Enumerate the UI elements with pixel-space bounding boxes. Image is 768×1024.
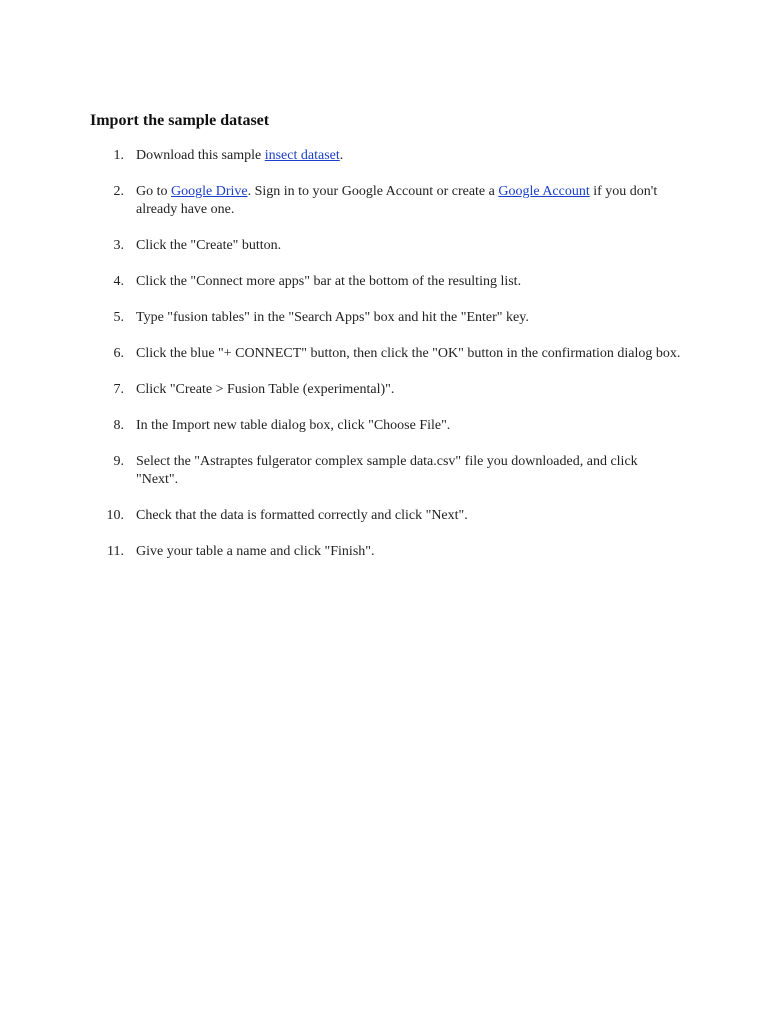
text-run: Click "Create > Fusion Table (experimental)". <box>136 382 395 397</box>
link-google-drive[interactable]: Google Drive <box>171 184 248 199</box>
text-run: Click the blue "+ CONNECT" button, then click the "OK" button in the confirmation dialog box. <box>136 346 681 361</box>
step-number: 3. <box>113 238 124 253</box>
steps-list <box>90 147 690 561</box>
list-item <box>90 309 682 327</box>
text-run: Check that the data is formatted correctly and click "Next". <box>136 508 468 523</box>
text-run: Click the "Connect more apps" bar at the bottom of the resulting list. <box>136 274 522 289</box>
list-item <box>90 417 682 435</box>
list-item <box>90 453 682 489</box>
step-number: 10. <box>106 508 124 523</box>
text-run: . <box>339 148 344 163</box>
list-item <box>90 543 682 561</box>
step-text <box>136 184 657 217</box>
list-item <box>90 345 682 363</box>
step-number: 7. <box>113 382 124 397</box>
link-google-account[interactable]: Google Account <box>498 184 590 199</box>
step-number: 2. <box>113 184 124 199</box>
step-text <box>136 346 680 361</box>
text-run: Download this sample <box>136 148 265 163</box>
list-item <box>90 507 682 525</box>
text-run: In the Import new table dialog box, click "Choose File". <box>136 418 451 433</box>
text-run: Go to <box>136 184 171 199</box>
text-run: Select the "Astraptes fulgerator complex sample data.csv" file you downloaded, and click "Next". <box>136 454 638 487</box>
list-item <box>90 183 682 219</box>
step-text <box>136 148 343 163</box>
step-text <box>136 418 450 433</box>
step-number: 9. <box>113 454 124 469</box>
document-content <box>90 111 690 579</box>
section-heading: Import the sample dataset <box>90 112 270 129</box>
step-text <box>136 238 281 253</box>
text-run: Give your table a name and click "Finish". <box>136 544 375 559</box>
step-text <box>136 382 394 397</box>
text-run: if you don't already have one. <box>136 184 658 217</box>
text-run: Type "fusion tables" in the "Search Apps" box and hit the "Enter" key. <box>136 310 529 325</box>
list-item <box>90 273 682 291</box>
step-number: 11. <box>107 544 124 559</box>
step-text <box>136 544 374 559</box>
step-number: 1. <box>113 148 124 163</box>
step-text <box>136 274 521 289</box>
step-text <box>136 454 638 487</box>
text-run: . Sign in to your Google Account or create a <box>247 184 499 199</box>
list-item <box>90 381 682 399</box>
list-item <box>90 147 682 165</box>
step-number: 4. <box>113 274 124 289</box>
step-text <box>136 508 468 523</box>
step-number: 8. <box>113 418 124 433</box>
list-item <box>90 237 682 255</box>
link-insect-dataset[interactable]: insect dataset <box>264 148 340 163</box>
step-number: 5. <box>113 310 124 325</box>
step-text <box>136 310 529 325</box>
text-run: Click the "Create" button. <box>136 238 282 253</box>
step-number: 6. <box>113 346 124 361</box>
